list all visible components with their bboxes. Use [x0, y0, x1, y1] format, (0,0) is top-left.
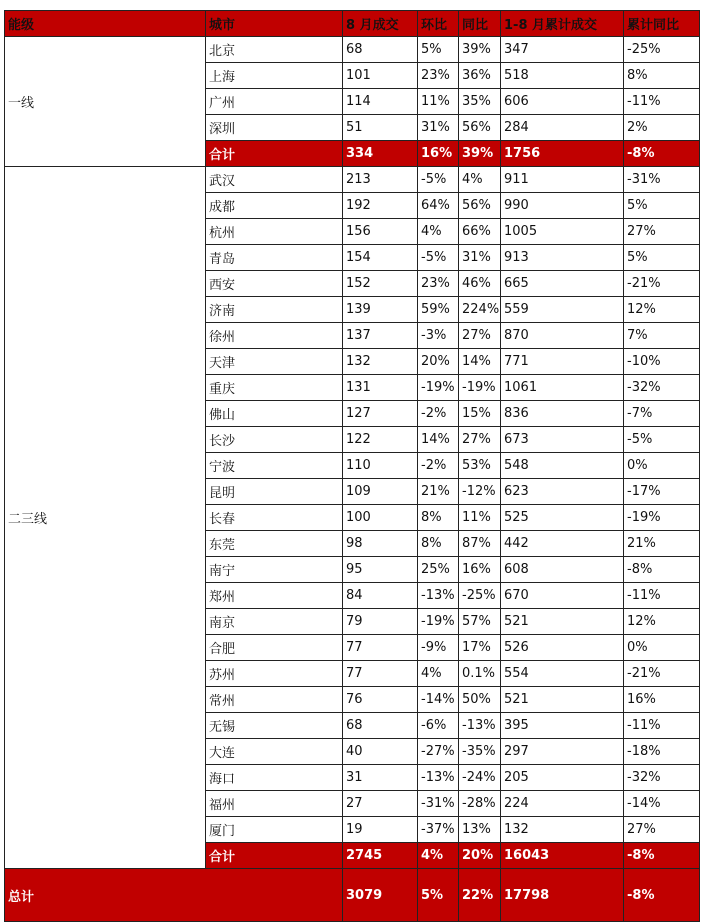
cell-yoy: 17% — [459, 635, 501, 661]
cell-mom: -37% — [418, 817, 459, 843]
cell-mom: 23% — [418, 271, 459, 297]
cell-aug-volume: 100 — [343, 505, 418, 531]
header-tier: 能级 — [5, 11, 206, 37]
cell-mom: -14% — [418, 687, 459, 713]
cell-aug-volume: 19 — [343, 817, 418, 843]
cell-mom: -2% — [418, 453, 459, 479]
cell-city: 郑州 — [206, 583, 343, 609]
cell-ytd-volume: 608 — [501, 557, 624, 583]
cell-mom: 11% — [418, 89, 459, 115]
cell-ytd-yoy: -11% — [624, 89, 700, 115]
subtotal-ytd-volume: 1756 — [501, 141, 624, 167]
cell-ytd-yoy: -31% — [624, 167, 700, 193]
cell-mom: 8% — [418, 531, 459, 557]
cell-ytd-yoy: 12% — [624, 297, 700, 323]
cell-yoy: -24% — [459, 765, 501, 791]
cell-aug-volume: 84 — [343, 583, 418, 609]
grand-total-ytd-volume: 17798 — [501, 869, 624, 922]
cell-ytd-volume: 836 — [501, 401, 624, 427]
cell-mom: 64% — [418, 193, 459, 219]
cell-ytd-yoy: -32% — [624, 375, 700, 401]
cell-yoy: 27% — [459, 427, 501, 453]
city-transaction-table — [4, 10, 700, 922]
cell-aug-volume: 40 — [343, 739, 418, 765]
cell-ytd-volume: 913 — [501, 245, 624, 271]
cell-ytd-yoy: -17% — [624, 479, 700, 505]
cell-mom: 5% — [418, 37, 459, 63]
subtotal-yoy: 39% — [459, 141, 501, 167]
cell-ytd-volume: 224 — [501, 791, 624, 817]
cell-mom: 59% — [418, 297, 459, 323]
subtotal-aug-volume: 2745 — [343, 843, 418, 869]
cell-city: 重庆 — [206, 375, 343, 401]
cell-ytd-yoy: -21% — [624, 661, 700, 687]
cell-mom: 23% — [418, 63, 459, 89]
cell-aug-volume: 95 — [343, 557, 418, 583]
cell-aug-volume: 114 — [343, 89, 418, 115]
cell-mom: -3% — [418, 323, 459, 349]
subtotal-mom: 4% — [418, 843, 459, 869]
cell-aug-volume: 51 — [343, 115, 418, 141]
cell-ytd-volume: 525 — [501, 505, 624, 531]
cell-ytd-yoy: 2% — [624, 115, 700, 141]
cell-ytd-yoy: 12% — [624, 609, 700, 635]
cell-ytd-volume: 771 — [501, 349, 624, 375]
cell-city: 徐州 — [206, 323, 343, 349]
cell-ytd-volume: 284 — [501, 115, 624, 141]
header-city: 城市 — [206, 11, 343, 37]
cell-mom: -13% — [418, 583, 459, 609]
cell-city: 南京 — [206, 609, 343, 635]
subtotal-ytd-volume: 16043 — [501, 843, 624, 869]
cell-aug-volume: 154 — [343, 245, 418, 271]
cell-yoy: 15% — [459, 401, 501, 427]
header-row — [5, 11, 700, 37]
cell-ytd-yoy: -25% — [624, 37, 700, 63]
cell-city: 广州 — [206, 89, 343, 115]
cell-city: 佛山 — [206, 401, 343, 427]
subtotal-label: 合计 — [206, 141, 343, 167]
cell-mom: 8% — [418, 505, 459, 531]
cell-ytd-volume: 442 — [501, 531, 624, 557]
grand-total-label: 总计 — [5, 869, 343, 922]
tier-label: 二三线 — [5, 167, 206, 869]
cell-mom: 4% — [418, 219, 459, 245]
grand-total-aug-volume: 3079 — [343, 869, 418, 922]
cell-ytd-volume: 518 — [501, 63, 624, 89]
cell-ytd-volume: 521 — [501, 687, 624, 713]
cell-mom: -27% — [418, 739, 459, 765]
cell-city: 海口 — [206, 765, 343, 791]
cell-aug-volume: 31 — [343, 765, 418, 791]
cell-ytd-yoy: 27% — [624, 817, 700, 843]
cell-yoy: 66% — [459, 219, 501, 245]
cell-city: 大连 — [206, 739, 343, 765]
cell-ytd-yoy: 7% — [624, 323, 700, 349]
cell-ytd-yoy: -21% — [624, 271, 700, 297]
cell-ytd-yoy: 21% — [624, 531, 700, 557]
cell-ytd-yoy: 16% — [624, 687, 700, 713]
subtotal-label: 合计 — [206, 843, 343, 869]
tier-label: 一线 — [5, 37, 206, 167]
cell-yoy: 87% — [459, 531, 501, 557]
cell-aug-volume: 109 — [343, 479, 418, 505]
table-row — [5, 37, 700, 63]
header-ytd-volume: 1-8 月累计成交 — [501, 11, 624, 37]
cell-city: 宁波 — [206, 453, 343, 479]
cell-mom: 31% — [418, 115, 459, 141]
table-row — [5, 167, 700, 193]
subtotal-aug-volume: 334 — [343, 141, 418, 167]
cell-city: 杭州 — [206, 219, 343, 245]
table-body — [5, 37, 700, 922]
cell-aug-volume: 27 — [343, 791, 418, 817]
cell-city: 福州 — [206, 791, 343, 817]
cell-aug-volume: 68 — [343, 713, 418, 739]
cell-mom: -9% — [418, 635, 459, 661]
cell-ytd-yoy: -7% — [624, 401, 700, 427]
cell-ytd-volume: 521 — [501, 609, 624, 635]
cell-mom: 20% — [418, 349, 459, 375]
cell-aug-volume: 76 — [343, 687, 418, 713]
cell-ytd-yoy: -14% — [624, 791, 700, 817]
grand-total-ytd-yoy: -8% — [624, 869, 700, 922]
cell-aug-volume: 127 — [343, 401, 418, 427]
cell-ytd-volume: 297 — [501, 739, 624, 765]
cell-ytd-yoy: 27% — [624, 219, 700, 245]
cell-city: 厦门 — [206, 817, 343, 843]
cell-mom: -5% — [418, 245, 459, 271]
cell-yoy: -13% — [459, 713, 501, 739]
cell-city: 北京 — [206, 37, 343, 63]
cell-aug-volume: 122 — [343, 427, 418, 453]
cell-yoy: 16% — [459, 557, 501, 583]
cell-ytd-volume: 670 — [501, 583, 624, 609]
cell-mom: -19% — [418, 375, 459, 401]
cell-mom: -13% — [418, 765, 459, 791]
cell-city: 天津 — [206, 349, 343, 375]
cell-yoy: -19% — [459, 375, 501, 401]
subtotal-mom: 16% — [418, 141, 459, 167]
cell-yoy: -28% — [459, 791, 501, 817]
cell-ytd-volume: 606 — [501, 89, 624, 115]
cell-yoy: 57% — [459, 609, 501, 635]
cell-ytd-yoy: 5% — [624, 245, 700, 271]
cell-ytd-yoy: 0% — [624, 453, 700, 479]
cell-mom: 25% — [418, 557, 459, 583]
cell-aug-volume: 77 — [343, 661, 418, 687]
cell-yoy: 56% — [459, 115, 501, 141]
cell-yoy: 14% — [459, 349, 501, 375]
cell-yoy: -25% — [459, 583, 501, 609]
cell-mom: -19% — [418, 609, 459, 635]
cell-yoy: 11% — [459, 505, 501, 531]
cell-mom: 4% — [418, 661, 459, 687]
cell-city: 南宁 — [206, 557, 343, 583]
cell-yoy: 53% — [459, 453, 501, 479]
subtotal-yoy: 20% — [459, 843, 501, 869]
cell-aug-volume: 137 — [343, 323, 418, 349]
cell-mom: -6% — [418, 713, 459, 739]
cell-yoy: 224% — [459, 297, 501, 323]
header-aug-volume: 8 月成交 — [343, 11, 418, 37]
cell-ytd-volume: 526 — [501, 635, 624, 661]
cell-yoy: 36% — [459, 63, 501, 89]
cell-ytd-yoy: 5% — [624, 193, 700, 219]
cell-city: 苏州 — [206, 661, 343, 687]
cell-mom: -2% — [418, 401, 459, 427]
cell-city: 东莞 — [206, 531, 343, 557]
cell-aug-volume: 156 — [343, 219, 418, 245]
cell-aug-volume: 110 — [343, 453, 418, 479]
grand-total-row — [5, 869, 700, 922]
cell-ytd-volume: 132 — [501, 817, 624, 843]
cell-yoy: 39% — [459, 37, 501, 63]
cell-yoy: 50% — [459, 687, 501, 713]
cell-ytd-volume: 559 — [501, 297, 624, 323]
subtotal-ytd-yoy: -8% — [624, 141, 700, 167]
cell-yoy: 35% — [459, 89, 501, 115]
cell-yoy: -35% — [459, 739, 501, 765]
cell-yoy: 46% — [459, 271, 501, 297]
cell-city: 武汉 — [206, 167, 343, 193]
cell-yoy: 13% — [459, 817, 501, 843]
cell-city: 上海 — [206, 63, 343, 89]
cell-city: 济南 — [206, 297, 343, 323]
header-yoy: 同比 — [459, 11, 501, 37]
cell-ytd-volume: 1005 — [501, 219, 624, 245]
grand-total-yoy: 22% — [459, 869, 501, 922]
cell-ytd-yoy: -19% — [624, 505, 700, 531]
header-mom: 环比 — [418, 11, 459, 37]
cell-city: 深圳 — [206, 115, 343, 141]
cell-yoy: 0.1% — [459, 661, 501, 687]
cell-ytd-volume: 548 — [501, 453, 624, 479]
cell-ytd-volume: 665 — [501, 271, 624, 297]
cell-ytd-yoy: 0% — [624, 635, 700, 661]
cell-mom: -5% — [418, 167, 459, 193]
cell-ytd-volume: 870 — [501, 323, 624, 349]
cell-aug-volume: 101 — [343, 63, 418, 89]
cell-mom: 14% — [418, 427, 459, 453]
cell-city: 青岛 — [206, 245, 343, 271]
cell-ytd-yoy: -11% — [624, 713, 700, 739]
cell-city: 合肥 — [206, 635, 343, 661]
cell-aug-volume: 152 — [343, 271, 418, 297]
cell-ytd-yoy: -10% — [624, 349, 700, 375]
cell-ytd-yoy: -11% — [624, 583, 700, 609]
cell-city: 长沙 — [206, 427, 343, 453]
cell-yoy: 27% — [459, 323, 501, 349]
cell-yoy: 31% — [459, 245, 501, 271]
cell-aug-volume: 77 — [343, 635, 418, 661]
cell-yoy: -12% — [459, 479, 501, 505]
cell-ytd-volume: 347 — [501, 37, 624, 63]
cell-aug-volume: 79 — [343, 609, 418, 635]
cell-ytd-volume: 395 — [501, 713, 624, 739]
cell-ytd-yoy: 8% — [624, 63, 700, 89]
cell-aug-volume: 139 — [343, 297, 418, 323]
subtotal-ytd-yoy: -8% — [624, 843, 700, 869]
cell-ytd-volume: 554 — [501, 661, 624, 687]
cell-ytd-volume: 990 — [501, 193, 624, 219]
cell-ytd-yoy: -5% — [624, 427, 700, 453]
cell-ytd-volume: 1061 — [501, 375, 624, 401]
cell-yoy: 4% — [459, 167, 501, 193]
cell-ytd-volume: 623 — [501, 479, 624, 505]
cell-city: 西安 — [206, 271, 343, 297]
cell-city: 无锡 — [206, 713, 343, 739]
cell-yoy: 56% — [459, 193, 501, 219]
cell-ytd-volume: 205 — [501, 765, 624, 791]
cell-city: 长春 — [206, 505, 343, 531]
cell-aug-volume: 192 — [343, 193, 418, 219]
cell-ytd-volume: 911 — [501, 167, 624, 193]
cell-city: 常州 — [206, 687, 343, 713]
cell-city: 成都 — [206, 193, 343, 219]
cell-ytd-yoy: -8% — [624, 557, 700, 583]
cell-mom: 21% — [418, 479, 459, 505]
cell-city: 昆明 — [206, 479, 343, 505]
cell-aug-volume: 131 — [343, 375, 418, 401]
header-ytd-yoy: 累计同比 — [624, 11, 700, 37]
cell-ytd-volume: 673 — [501, 427, 624, 453]
cell-ytd-yoy: -32% — [624, 765, 700, 791]
cell-aug-volume: 68 — [343, 37, 418, 63]
grand-total-mom: 5% — [418, 869, 459, 922]
cell-mom: -31% — [418, 791, 459, 817]
cell-ytd-yoy: -18% — [624, 739, 700, 765]
cell-aug-volume: 98 — [343, 531, 418, 557]
cell-aug-volume: 132 — [343, 349, 418, 375]
cell-aug-volume: 213 — [343, 167, 418, 193]
